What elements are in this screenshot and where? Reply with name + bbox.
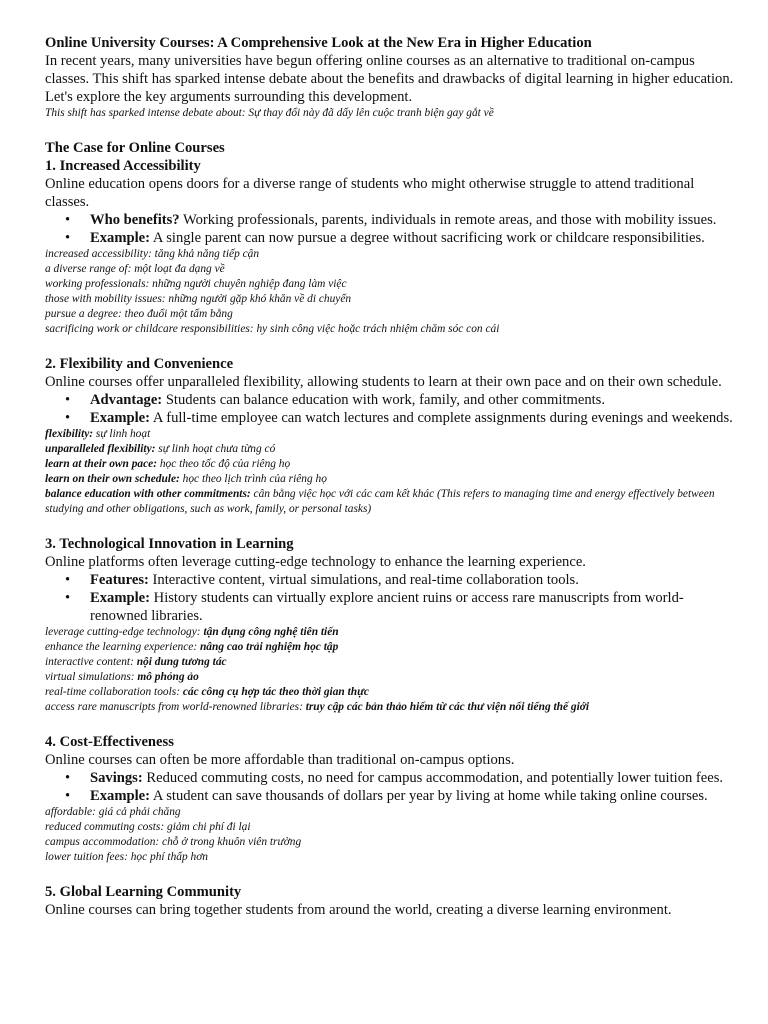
bullet-item: [45, 211, 735, 229]
glossary-term: interactive content:: [45, 656, 134, 668]
bullet-label: Example:: [90, 788, 150, 804]
bullet-text: History students can virtually explore ancient ruins or access rare manuscripts from world-renowned libraries.: [90, 590, 684, 624]
glossary: [45, 805, 735, 865]
glossary-entry: [45, 625, 735, 640]
glossary-def: học phí thấp hơn: [127, 851, 209, 863]
section-heading: 2. Flexibility and Convenience: [45, 356, 234, 372]
glossary: [45, 427, 735, 517]
glossary-entry: [45, 685, 735, 700]
glossary-term: lower tuition fees:: [45, 851, 128, 863]
glossary-term: leverage cutting-edge technology:: [45, 626, 201, 638]
glossary-entry: [45, 670, 735, 685]
glossary-term: learn on their own schedule:: [45, 473, 180, 485]
glossary-def: những người chuyên nghiệp đang làm việc: [149, 278, 347, 290]
section-flexibility: [45, 355, 735, 517]
bullet-text: A single parent can now pursue a degree without sacrificing work or childcare responsibilities.: [150, 230, 705, 246]
glossary-entry: [45, 277, 735, 292]
glossary: [45, 247, 735, 337]
glossary-entry: [45, 655, 735, 670]
section-technology: [45, 535, 735, 715]
glossary-def: truy cập các bản thảo hiếm từ các thư viện nổi tiếng thế giới: [302, 701, 590, 713]
glossary-entry: [45, 262, 735, 277]
glossary-term: campus accommodation:: [45, 836, 160, 848]
glossary-entry: [45, 322, 735, 337]
bullet-text: A full-time employee can watch lectures and complete assignments during evenings and weekends.: [150, 410, 733, 426]
glossary-term: increased accessibility:: [45, 248, 152, 260]
section-heading: 3. Technological Innovation in Learning: [45, 536, 294, 552]
glossary: [45, 625, 735, 715]
glossary-entry: [45, 487, 735, 517]
section-heading: 4. Cost-Effectiveness: [45, 734, 174, 750]
section-body: Online courses offer unparalleled flexibility, allowing students to learn at their own pace and on their own schedule.: [45, 374, 722, 390]
section-body: Online courses can often be more affordable than traditional on-campus options.: [45, 752, 515, 768]
glossary-entry: [45, 835, 735, 850]
glossary-entry: [45, 307, 735, 322]
glossary-term: flexibility:: [45, 428, 94, 440]
bullet-text: Reduced commuting costs, no need for campus accommodation, and potentially lower tuition fees.: [142, 770, 724, 786]
glossary-entry: [45, 457, 735, 472]
glossary-entry: [45, 247, 735, 262]
glossary-entry: [45, 472, 735, 487]
glossary-term: real-time collaboration tools:: [45, 686, 180, 698]
case-heading: The Case for Online Courses: [45, 140, 225, 156]
section-heading: 1. Increased Accessibility: [45, 158, 201, 174]
glossary-term: access rare manuscripts from world-renowned libraries:: [45, 701, 303, 713]
glossary-def: chỗ ở trong khuôn viên trường: [159, 836, 302, 848]
glossary-term: virtual simulations:: [45, 671, 135, 683]
glossary-def: theo đuổi một tấm bằng: [121, 308, 233, 320]
document-title: Online University Courses: A Comprehensive Look at the New Era in Higher Education: [45, 35, 592, 51]
document-body: [45, 34, 735, 919]
glossary-term: unparalleled flexibility:: [45, 443, 156, 455]
glossary-entry: [45, 442, 735, 457]
bullet-item: [45, 589, 735, 625]
glossary-term: working professionals:: [45, 278, 150, 290]
section-global-community: [45, 883, 735, 919]
bullet-label: Savings:: [90, 770, 143, 786]
bullet-label: Example:: [90, 230, 150, 246]
section-body: Online courses can bring together students from around the world, creating a diverse learning environment.: [45, 902, 672, 918]
section-accessibility: [45, 157, 735, 337]
bullet-label: Who benefits?: [90, 212, 180, 228]
bullet-list: [45, 211, 735, 247]
bullet-text: Working professionals, parents, individuals in remote areas, and those with mobility issues.: [179, 212, 717, 228]
glossary-entry: [45, 292, 735, 307]
glossary-def: những người gặp khó khăn về di chuyển: [165, 293, 352, 305]
bullet-text: Students can balance education with work, family, and other commitments.: [162, 392, 606, 408]
intro-translation-note: This shift has sparked intense debate about: Sự thay đổi này đã dấy lên cuộc tranh biện gay gắt về: [45, 107, 494, 119]
glossary-term: enhance the learning experience:: [45, 641, 198, 653]
glossary-term: learn at their own pace:: [45, 458, 158, 470]
glossary-def: một loạt đa dạng về: [131, 263, 225, 275]
glossary-def: nội dung tương tác: [133, 656, 227, 668]
glossary-term: pursue a degree:: [45, 308, 122, 320]
glossary-def: sự linh hoạt chưa từng có: [155, 443, 276, 455]
glossary-def: giảm chi phí đi lại: [164, 821, 251, 833]
bullet-list: [45, 571, 735, 625]
glossary-def: tận dụng công nghệ tiên tiến: [200, 626, 339, 638]
glossary-term: balance education with other commitments:: [45, 488, 251, 500]
glossary-term: affordable:: [45, 806, 96, 818]
glossary-def: cân bằng việc học với các cam kết khác (This refers to managing time and energy effectively between studying and other obligations, such as work, family, or personal tasks): [45, 488, 715, 515]
bullet-item: [45, 391, 735, 409]
glossary-def: mô phỏng ảo: [134, 671, 199, 683]
bullet-list: [45, 391, 735, 427]
section-heading: 5. Global Learning Community: [45, 884, 242, 900]
section-cost: [45, 733, 735, 865]
bullet-label: Example:: [90, 410, 150, 426]
bullet-label: Example:: [90, 590, 150, 606]
bullet-item: [45, 769, 735, 787]
glossary-def: học theo tốc độ của riêng họ: [157, 458, 291, 470]
bullet-item: [45, 409, 735, 427]
bullet-label: Features:: [90, 572, 149, 588]
glossary-term: sacrificing work or childcare responsibilities:: [45, 323, 254, 335]
glossary-term: reduced commuting costs:: [45, 821, 165, 833]
intro-paragraph: In recent years, many universities have begun offering online courses as an alternative to traditional on-campus classes. This shift has sparked intense debate about the benefits and drawbacks of digital learning in higher education. Let's explore the key arguments surrounding this development.: [45, 53, 734, 105]
glossary-def: nâng cao trải nghiệm học tập: [197, 641, 339, 653]
glossary-entry: [45, 700, 735, 715]
glossary-entry: [45, 820, 735, 835]
glossary-def: giá cả phải chăng: [95, 806, 181, 818]
section-body: Online education opens doors for a diverse range of students who might otherwise struggle to attend traditional classes.: [45, 176, 695, 210]
glossary-term: those with mobility issues:: [45, 293, 166, 305]
glossary-entry: [45, 427, 735, 442]
glossary-def: học theo lịch trình của riêng họ: [179, 473, 327, 485]
bullet-text: Interactive content, virtual simulations, and real-time collaboration tools.: [148, 572, 579, 588]
glossary-def: tăng khả năng tiếp cận: [151, 248, 260, 260]
bullet-list: [45, 769, 735, 805]
bullet-item: [45, 787, 735, 805]
glossary-entry: [45, 640, 735, 655]
bullet-item: [45, 229, 735, 247]
glossary-def: sự linh hoạt: [93, 428, 151, 440]
section-body: Online platforms often leverage cutting-edge technology to enhance the learning experience.: [45, 554, 586, 570]
bullet-label: Advantage:: [90, 392, 163, 408]
glossary-term: a diverse range of:: [45, 263, 132, 275]
glossary-def: hy sinh công việc hoặc trách nhiệm chăm sóc con cái: [253, 323, 500, 335]
bullet-text: A student can save thousands of dollars per year by living at home while taking online courses.: [150, 788, 708, 804]
glossary-def: các công cụ hợp tác theo thời gian thực: [180, 686, 369, 698]
bullet-item: [45, 571, 735, 589]
glossary-entry: [45, 850, 735, 865]
glossary-entry: [45, 805, 735, 820]
